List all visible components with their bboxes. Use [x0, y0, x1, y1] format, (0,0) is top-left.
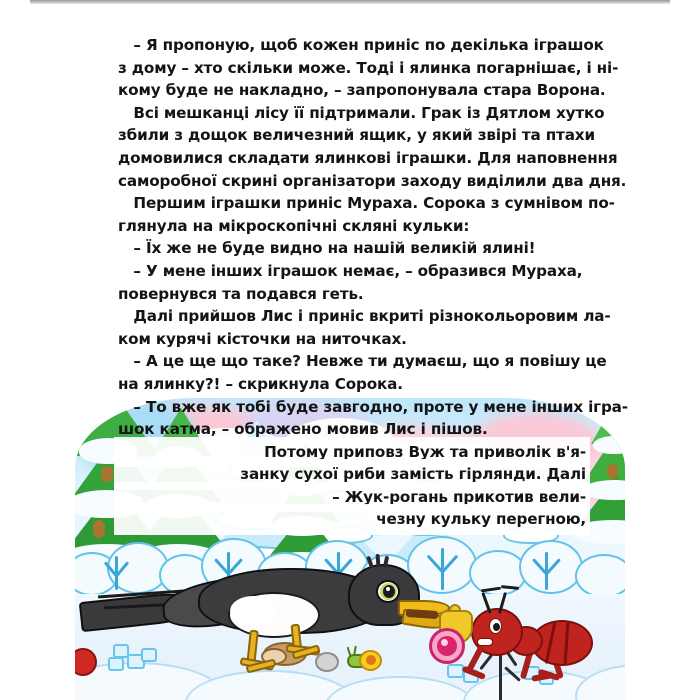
- text-line: – А це ще що таке? Невже ти думаєш, що я повішу це: [118, 352, 607, 371]
- text-line: збили з дощок величезний ящик, у який звірі та птахи: [118, 126, 595, 145]
- text-line: Всі мешканці лісу її підтримали. Грак із Дятлом хутко: [118, 103, 605, 122]
- text-line: – Їх же не буде видно на нашій великій ялині!: [118, 239, 536, 258]
- scan-top-rule: [30, 0, 670, 4]
- text-line: ком курячі кісточки на ниточках.: [118, 329, 407, 348]
- text-line: глянула на мікроскопічні скляні кульки:: [118, 216, 470, 235]
- text-line: кому буде не накладно, – запропонувала стара Ворона.: [118, 81, 606, 100]
- text-line: домовилися складати ялинкові іграшки. Для наповнення: [118, 148, 618, 167]
- crow-character: [80, 548, 440, 678]
- text-line-over-art: чезну кульку перегною,: [118, 508, 586, 531]
- text-line: з дому – хто скільки може. Тоді і ялинка погарнішає, і ні-: [118, 58, 619, 77]
- text-line: повернувся та подався геть.: [118, 284, 364, 303]
- text-line: Далі прийшов Лис і приніс вкриті різнокольоровим ла-: [118, 307, 611, 326]
- story-text-block: [118, 34, 628, 531]
- text-line: – Я пропоную, щоб кожен приніс по декілька іграшок: [118, 36, 604, 54]
- text-line-over-art: – Жук-рогань прикотив вели-: [118, 486, 586, 509]
- text-line-over-art: Потому приповз Вуж та приволік в'я-: [118, 441, 586, 464]
- text-line: шок катма, – ображено мовив Лис і пішов.: [118, 420, 488, 439]
- ant-character: [445, 594, 610, 694]
- text-line: Першим іграшки приніс Мураха. Сорока з сумнівом по-: [118, 194, 615, 213]
- text-line: саморобної скрині організатори заходу виділили два дня.: [118, 171, 627, 190]
- text-line: – То вже як тобі буде завгодно, проте у мене інших ігра-: [118, 397, 628, 416]
- text-line: на ялинку?! – скрикнула Сорока.: [118, 374, 403, 393]
- text-line-over-art: занку сухої риби замість гірлянди. Далі: [118, 463, 586, 486]
- text-line: – У мене інших іграшок немає, – образився Мураха,: [118, 261, 583, 280]
